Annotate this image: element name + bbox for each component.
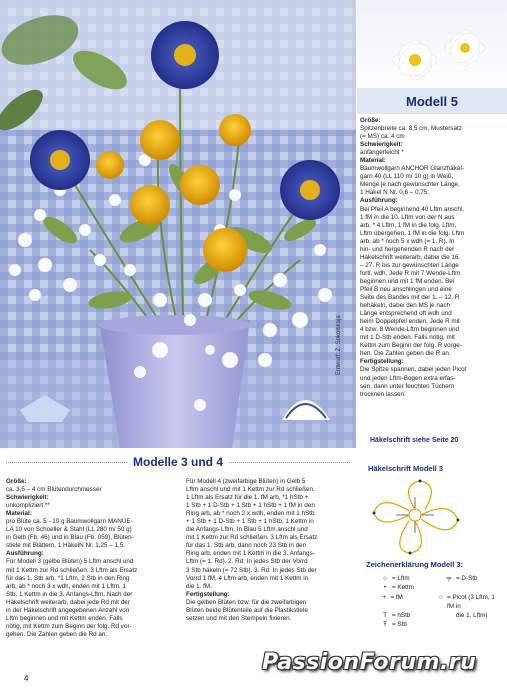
modell5-line (360, 189, 503, 197)
legend-symbol (442, 620, 456, 629)
modell34b-line (186, 526, 352, 534)
modell5-line (360, 342, 503, 350)
page-number: 4 (24, 674, 29, 683)
modell5-label: Material: (360, 157, 386, 165)
modell5-text: 1 Häkel N Nr. 0,6 – 0,75. (360, 189, 429, 197)
modell34a-line (6, 591, 182, 599)
legend-symbol: T (383, 612, 387, 620)
modell5-line (360, 366, 503, 374)
modell5-line (360, 391, 503, 399)
legend-symbol: ╤ (446, 575, 452, 582)
modell34b-line (186, 615, 352, 623)
modell34a-line (6, 518, 182, 526)
modell5-text: Die Spitze spannen, dabei jeden Picot (360, 366, 467, 374)
daisy-illustration (357, 0, 507, 88)
modell5-text: beim Doppelpfeil enden. Jede R mit (360, 318, 460, 326)
modell5-text: sen, dann unter feuchten Tüchern (360, 382, 455, 390)
modell34b-line (186, 518, 352, 526)
modell34b-text: 3 Stb häkeln (= 72 Stb). 3. Rd: In jedes Stb der (186, 566, 317, 574)
modell34a-label: Material: (6, 510, 32, 518)
modell34a-line (6, 623, 182, 631)
modell5-line (360, 302, 503, 310)
modell5-text: garn 40 (LL 110 m/ 10 g) in Weiß, (360, 173, 454, 181)
modell34b-line (186, 534, 352, 542)
legend-label: = D-Stb (456, 575, 478, 582)
modell5-text: Bei Pfeil A beginnend 40 Lftm anschl, (360, 205, 464, 213)
modell5-label: Fertigstellung: (360, 358, 404, 366)
modell5-line (360, 350, 503, 358)
modell34b-text: Vorrd 1 fM, 4 Lftm arb, enden mit 1 Kettm in (186, 574, 309, 582)
legend-symbol: Ŧ (383, 621, 387, 629)
modell34a-text: stiele mit Blättern, 1 HäkelN Nr. 1,25 – 1,5. (6, 542, 125, 550)
legend-label: = fM (390, 593, 403, 601)
legend-row (378, 593, 503, 612)
modell34b-line (186, 502, 352, 510)
modell34b-line (186, 607, 352, 615)
modell34a-line (6, 575, 182, 583)
modell5-line (360, 230, 503, 238)
modell34a-text: Lftm beginnen und mit Kettm enden. Falls (6, 614, 123, 622)
modell34-column-b (186, 478, 352, 623)
modell5-line (360, 206, 503, 214)
modell34b-line (186, 550, 352, 558)
modell34a-text: ca. 3,5 – 4 cm Blütendurchmesser (6, 486, 102, 494)
modell5-line (360, 326, 503, 334)
modell34b-line (186, 583, 352, 591)
modell34a-label: Ausführung: (6, 550, 44, 558)
modell5-line (360, 358, 503, 366)
modell34b-text: Ring arb, enden mit 1 Kettm in die 3. Anfangs- (186, 550, 315, 558)
watermark: PassionForum.ru (262, 650, 477, 675)
modell34b-line (186, 575, 352, 583)
modell34b-text: 1 Lftm als Ersatz für die 1. fM arb, *1 hStb + (186, 494, 309, 502)
modell5-line (360, 117, 503, 125)
modell34b-text: Lftm (= 1. Rd). 2. Rd: In jedes Stb der Vorrd (186, 558, 308, 566)
modell34a-text: Für Modell 3 (gelbe Blüten) 5 Lftm anschl und (6, 558, 134, 566)
legend-label: = Kettm (392, 584, 414, 592)
legend-symbol: • (383, 584, 387, 592)
modell5-text: Lftm übergehen, 1 fM in die folg. Lftm (360, 229, 465, 237)
legend-row (378, 611, 503, 620)
modell34a-text: pro Blüte ca. 5 - 10 g Baumwollgarn MANUE- (6, 518, 133, 526)
modell5-text: Spitzenbreite ca. 8,5 cm, Mustersatz (360, 125, 462, 133)
modell34b-text: für das 1. Stb arb, dann noch 23 Stb in den (186, 542, 307, 550)
modell34b-text: 1 Stb + 1 D-Stb + 1 Stb + 1 hStb + 1 fM in den (186, 502, 315, 510)
modell34a-line (6, 615, 182, 623)
modell5-line (360, 173, 503, 181)
modell34a-text: Häkelschrift weiterarb, dabei jede Rd mit der (6, 598, 130, 606)
modell5-line (360, 383, 503, 391)
modell5-text: Menge je nach gewünschter Länge, (360, 181, 460, 189)
modell34a-text: Stb, 1 Kettm in die 3. Anfangs-Lftm. Nach der (6, 590, 133, 598)
modell34b-text: Lftm anschl und mit 1 Kettm zur Rd schließen. (186, 486, 315, 494)
modell34a-line (6, 510, 182, 518)
modell5-text: arb, * 4 Lftm, 1 fM in die folg. Lftm, (360, 221, 457, 229)
modell34a-text: in der Häkelschrift angegebenen Anzahl von (6, 606, 130, 614)
modell34a-text: gehen. Die Zahlen geben die Rd an. (6, 630, 108, 638)
legend-label: = Lftm (392, 575, 410, 582)
modell5-line (360, 125, 503, 133)
modell34b-line (186, 478, 352, 486)
legend-symbol: ○ (383, 575, 387, 582)
modell34b-line (186, 486, 352, 494)
modell5-text: 4 bzw. 8 Wende-Lftm beginnen und (360, 326, 459, 334)
modell5-line (360, 334, 503, 342)
modell5-text: Länge entsprechend oft wdh und (360, 310, 452, 318)
modell34a-label: Schwierigkeit: (6, 494, 49, 502)
modell34b-text: Blüten beide Blütenteile auf die Plastikstiele (186, 606, 308, 614)
modell5-label: Schwierigkeit: (360, 141, 403, 149)
legend-label: = Stb (392, 621, 407, 629)
modell5-line (360, 157, 503, 165)
photo-credit: Entwurf: Z. Sokolskaja (336, 315, 342, 375)
modell5-label: Größe: (360, 117, 381, 124)
modell5-line (360, 165, 503, 173)
modell5-text: hin- und hergehenden R nach der (360, 245, 455, 253)
legend-row (378, 583, 503, 592)
legend-title: Zeichenerklärung Modell 3: (366, 560, 464, 569)
modell34b-line (186, 591, 352, 599)
modell34b-line (186, 510, 352, 518)
modell5-text: Baumwollgarn ANCHOR Glanzhäkel- (360, 165, 464, 173)
modell34b-line (186, 599, 352, 607)
legend-label: die 1. Lftm) (456, 612, 488, 620)
modell34a-line (6, 558, 182, 566)
modell5-line (360, 133, 503, 141)
modell5-line (360, 181, 503, 189)
modell5-text: Seite des Bandes mit der 1. – 12. R (360, 294, 460, 302)
modell5-line (360, 214, 503, 222)
modell34a-line (6, 599, 182, 607)
modell5-line (360, 141, 503, 149)
modell5-line (360, 197, 503, 205)
modell5-line (360, 278, 503, 286)
modell34a-line (6, 526, 182, 534)
modell34a-line (6, 550, 182, 558)
modell34a-text: für das 1. Stb arb, *1 Lftm, 2 Stb in den Ring (6, 574, 130, 582)
modell5-text: beginnen und mit 1 fM enden. Bei (360, 277, 455, 285)
modell34b-text: setzen und mit den Stempeln fixieren. (186, 614, 292, 622)
modell34-column-a (6, 478, 182, 639)
modell5-text: hen. Die Zahlen geben die R an. (360, 350, 451, 358)
modell34a-line (6, 583, 182, 591)
modell5-text: fortl. wdh. Jede R mit 7 Wende-Lftm (360, 269, 461, 277)
legend-row (378, 574, 503, 583)
modell34a-line (6, 502, 182, 510)
modell5-footer: Häkelschrift siehe Seite 20 (370, 437, 459, 444)
modell5-line (360, 262, 503, 270)
legend (378, 574, 503, 630)
modell34a-line (6, 534, 182, 542)
modell34b-line (186, 494, 352, 502)
modell5-line (360, 310, 503, 318)
modell5-text: Kettm zum Beginn der folg. R vorge- (360, 342, 462, 350)
modell5-line (360, 375, 503, 383)
modell5-text: und jeden Lftm-Bogen extra erfas- (360, 374, 456, 382)
modell34b-line (186, 567, 352, 575)
modell34b-text: Für Modell 4 (zweifarbige Blüten) in Gelb 5 (186, 478, 306, 485)
legend-symbol (442, 611, 456, 620)
flower-photo (0, 0, 356, 448)
modell5-text: trocknen lassen. (360, 390, 406, 398)
modell5-line (360, 270, 503, 278)
modell34b-line (186, 558, 352, 566)
modell5-line (360, 294, 503, 302)
modell5-text: arb, ab * noch 5 x wdh (= 1. R). In (360, 237, 455, 245)
modell5-line (360, 246, 503, 254)
modell5-text: Häkelschrift weiterarb, dabei die 16. (360, 253, 461, 261)
modell5-line (360, 222, 503, 230)
modell34b-text: Die gelben Blüten bzw. für die zweifarbigen (186, 598, 307, 606)
legend-row (378, 620, 503, 629)
crochet-chart-diagram (370, 475, 470, 557)
legend-label: = hStb (392, 612, 411, 620)
chart-title: Häkelschrift Modell 3 (368, 464, 444, 473)
legend-symbol (442, 583, 456, 592)
modell34a-line (6, 607, 182, 615)
modell34a-line (6, 494, 182, 502)
modell34b-text: die 1. fM. (186, 582, 212, 590)
modell5-label: Ausführung: (360, 197, 398, 205)
modell5-line (360, 286, 503, 294)
modell34a-text: unkompliziert ** (6, 502, 50, 510)
modell34a-text: mit 1 Kettm zur Rd schließen. 3 Lftm als Ersatz (6, 566, 138, 574)
modell34b-text: Ring arb, ab * noch 2 x wdh, enden mit 1 hStb (186, 510, 315, 518)
modell34a-text: arb, ab * noch 3 x wdh, enden mit 1 Lftm, 1 (6, 582, 127, 590)
modell5-text: – 27. R bis zur gewünschten Länge (360, 261, 459, 269)
modell5-text: anfängerleicht * (360, 149, 404, 157)
modell5-text: mit 1 D-Stb enden. Falls nötig, mit (360, 334, 455, 342)
modell5-instructions (360, 117, 503, 399)
modell34a-text: nötig, mit Kettm zum Beginn der folg. Rd vor- (6, 622, 132, 630)
modell5-line (360, 149, 503, 157)
modell34a-line (6, 567, 182, 575)
modell34b-text: + 1 Stb + 1 D-Stb + 1 Stb + 1 hStb, 1 Kettm in (186, 518, 314, 526)
modell5-text: 1 fM in die 10. Lftm von der N aus (360, 213, 455, 221)
modell5-heading-text: Modell 5 (405, 93, 458, 109)
modell34b-label: Fertigstellung: (186, 590, 230, 598)
modell5-text: Pfeil B neu anschlingen und eine (360, 285, 452, 293)
modell34b-text: die Anfangs-Lftm. In Blau 5 Lftm anschl und (186, 526, 308, 534)
legend-symbol: ○ (438, 593, 443, 601)
modell34b-line (186, 542, 352, 550)
modell34a-line (6, 486, 182, 494)
modell5-text: behäkeln, dabei den MS je nach (360, 302, 450, 310)
modell5-line (360, 254, 503, 262)
legend-symbol: + (382, 593, 387, 601)
modell5-heading (357, 88, 507, 114)
modell34a-text: LA 10 von Schoeller & Stahl (LL 280 m/ 50 g) (6, 526, 132, 534)
modell34a-label: Größe: (6, 478, 27, 485)
modell5-line (360, 318, 503, 326)
modell5-text: (= MS) ca. 4 cm (360, 133, 405, 141)
crochet-flowers-illustration (0, 0, 356, 448)
modell34-heading-text: Modelle 3 und 4 (133, 455, 224, 469)
modell34a-text: in Gelb (Fb. 46) und in Blau (Fb. 059), Blüten- (6, 534, 134, 542)
modell34a-line (6, 542, 182, 550)
legend-label: = Picot (3 Lftm, 1 fM in (447, 593, 495, 610)
modell34a-line (6, 478, 182, 486)
modell34a-line (6, 631, 182, 639)
modell34b-text: mit 1 Kettm zur Rd schließen. 3 Lftm als Ersatz (186, 534, 318, 542)
modell5-line (360, 238, 503, 246)
modell34-heading (0, 452, 356, 472)
